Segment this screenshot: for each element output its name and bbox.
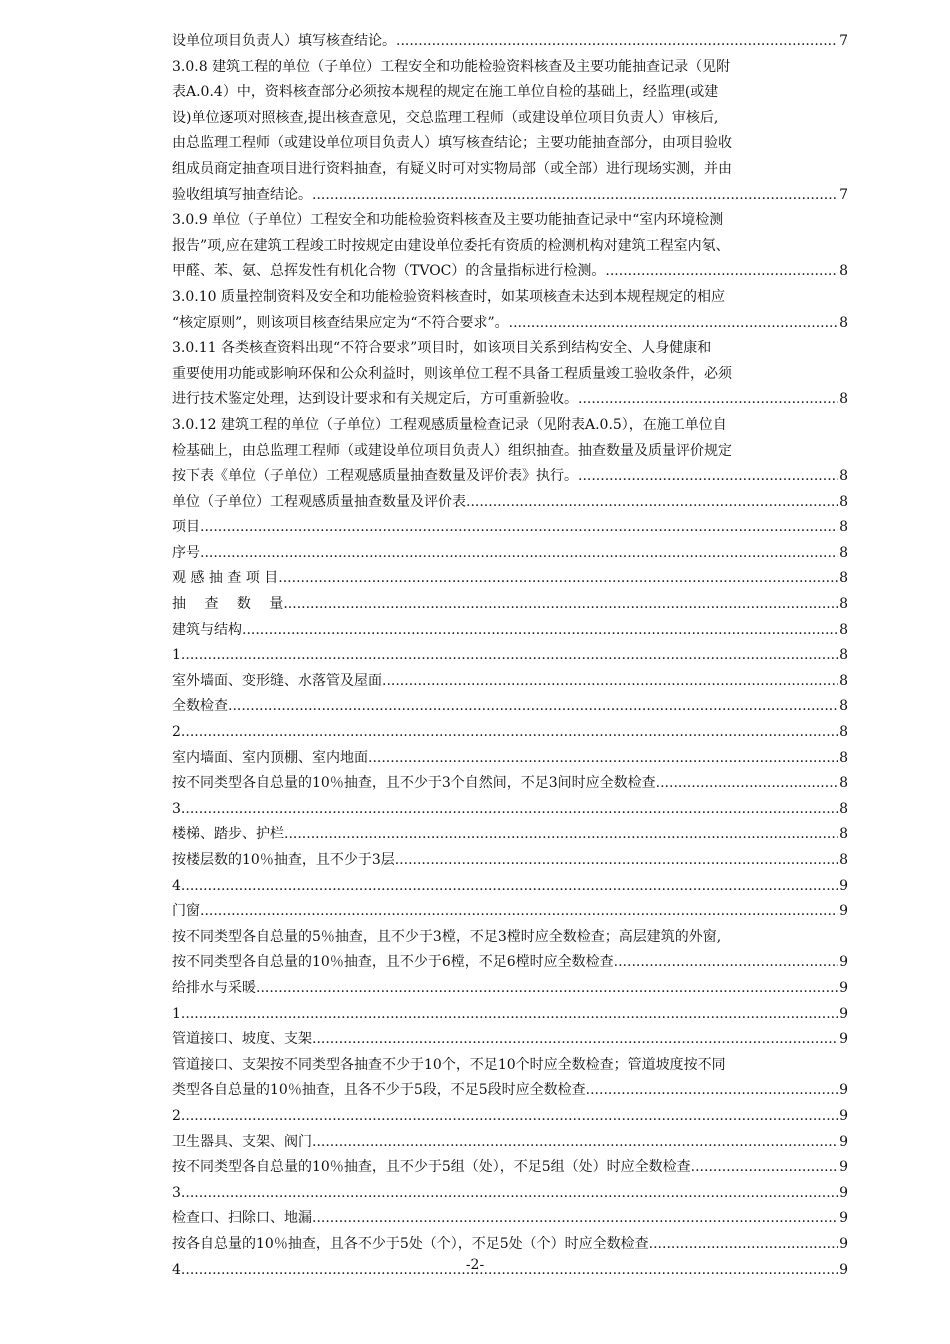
toc-entry-line — [172, 720, 848, 746]
toc-entry[interactable] — [172, 336, 848, 413]
toc-entry-text: 3.0.8 建筑工程的单位（子单位）工程安全和功能检验资料核查及主要功能抽查记录（见附 — [172, 58, 731, 75]
dot-leader — [312, 1130, 838, 1156]
dot-leader — [284, 822, 838, 848]
toc-entry-line — [172, 1027, 848, 1053]
dot-leader — [649, 1232, 838, 1258]
toc-entry-text: 组成员商定抽查项目进行资料抽查，有疑义时可对实物局部（或全部）进行现场实测，并由 — [172, 160, 732, 177]
toc-entry-line — [172, 541, 848, 567]
dot-leader — [578, 387, 838, 413]
dot-leader — [395, 848, 838, 874]
toc-entry-line — [172, 1104, 848, 1130]
toc-page-number: 9 — [839, 1210, 848, 1227]
toc-entry-line — [172, 1232, 848, 1258]
toc-entry-text: 3.0.9 单位（子单位）工程安全和功能检验资料核查及主要功能抽查记录中“室内环境检测 — [172, 212, 724, 229]
toc-entry[interactable] — [172, 1002, 848, 1028]
toc-entry-line — [172, 643, 848, 669]
toc-entry[interactable] — [172, 1104, 848, 1130]
toc-entry[interactable] — [172, 592, 848, 618]
toc-entry-text: 检基础上，由总监理工程师（或建设单位项目负责人）组织抽查。抽查数量及质量评价规定 — [172, 442, 732, 459]
dot-leader — [200, 541, 838, 567]
dot-leader — [614, 950, 838, 976]
toc-entry-line — [172, 1181, 848, 1207]
toc-page-number: 9 — [839, 979, 848, 996]
dot-leader — [396, 29, 838, 55]
toc-entry-text: 按不同类型各自总量的10％抽查，且不少于6樘，不足6樘时应全数检查 — [172, 954, 614, 971]
toc-page-number: 9 — [839, 1235, 848, 1252]
toc-page-number: 8 — [839, 724, 848, 741]
toc-entry-line — [172, 183, 848, 209]
toc-entry-text: 甲醛、苯、氨、总挥发性有机化合物（TVOC）的含量指标进行检测。 — [172, 263, 606, 280]
toc-page-number: 9 — [839, 1082, 848, 1099]
toc-entry-line — [172, 694, 848, 720]
toc-entry-text: 按各自总量的10％抽查，且各不少于5处（个），不足5处（个）时应全数检查 — [172, 1235, 649, 1252]
toc-entry[interactable] — [172, 618, 848, 644]
toc-entry[interactable] — [172, 797, 848, 823]
dot-leader — [181, 720, 838, 746]
toc-entry-text: 设单位项目负责人）填写核查结论。 — [172, 33, 396, 49]
toc-entry-text: 抽 查 数 量 — [172, 596, 284, 613]
toc-page-number: 9 — [839, 1107, 848, 1124]
toc-page-number: 9 — [839, 903, 848, 920]
toc-entry-line — [172, 490, 848, 516]
toc-page-number: 8 — [839, 391, 848, 408]
dot-leader — [312, 1206, 838, 1232]
toc-entry-line — [172, 771, 848, 797]
toc-entry-text: 按楼层数的10％抽查，且不少于3层 — [172, 852, 395, 868]
toc-entry-text: 2 — [172, 1107, 181, 1124]
toc-entry-text: 单位（子单位）工程观感质量抽查数量及评价表 — [172, 493, 466, 510]
toc-entry-line — [172, 1130, 848, 1156]
toc-page-number: 9 — [839, 1031, 848, 1048]
toc-entry[interactable] — [172, 515, 848, 541]
toc-entry[interactable] — [172, 746, 848, 772]
toc-entry-text: 建筑与结构 — [172, 621, 242, 638]
dot-leader — [181, 797, 838, 823]
toc-entry-text: 2 — [172, 724, 181, 741]
toc-entry-text: 进行技术鉴定处理，达到设计要求和有关规定后，方可重新验收。 — [172, 391, 578, 408]
toc-entry-text: 观 感 抽 查 项 目 — [172, 570, 279, 587]
toc-entry-text: 设)单位逐项对照核查,提出核查意见，交总监理工程师（或建设单位项目负责人）审核后, — [172, 109, 719, 126]
toc-page-number: 8 — [839, 775, 848, 792]
toc-entry-text: 按下表《单位（子单位）工程观感质量抽查数量及评价表》执行。 — [172, 468, 578, 485]
toc-entry-text: 报告”项,应在建筑工程竣工时按规定由建设单位委托有资质的检测机构对建筑工程室内氡、 — [172, 237, 730, 254]
toc-page-number: 8 — [839, 544, 848, 561]
toc-entry[interactable] — [172, 285, 848, 336]
toc-entry-text: 由总监理工程师（或建设单位项目负责人）填写核查结论；主要功能抽查部分，由项目验收 — [172, 135, 732, 152]
toc-entry-text: 验收组填写抽查结论。 — [172, 186, 312, 203]
toc-entry-text: 给排水与采暖 — [172, 979, 256, 996]
toc-entry-text: 室内墙面、室内顶棚、室内地面 — [172, 749, 368, 766]
toc-entry[interactable] — [172, 1232, 848, 1258]
dot-leader — [228, 694, 838, 720]
toc-page-number: 7 — [839, 33, 848, 49]
dot-leader — [368, 746, 838, 772]
dot-leader — [181, 1002, 838, 1028]
toc-page-number: 9 — [839, 1184, 848, 1201]
dot-leader — [181, 1104, 838, 1130]
toc-page-number: 8 — [839, 647, 848, 664]
toc-page-number: 8 — [839, 749, 848, 766]
toc-page-number: 9 — [839, 1133, 848, 1150]
toc-page-number: 8 — [839, 852, 848, 868]
toc-entry-line — [172, 950, 848, 976]
toc-page-number: 8 — [839, 621, 848, 638]
toc-entry-line — [172, 1206, 848, 1232]
dot-leader — [278, 566, 838, 592]
toc-entry-line — [172, 464, 848, 490]
dot-leader — [181, 874, 838, 900]
toc-page-number: 9 — [839, 1159, 848, 1176]
toc-entry[interactable] — [172, 208, 848, 285]
dot-leader — [605, 259, 838, 285]
dot-leader — [283, 592, 838, 618]
dot-leader — [242, 618, 838, 644]
toc-entry-text: 3 — [172, 1184, 181, 1201]
toc-entry[interactable] — [172, 899, 848, 925]
toc-page-number: 8 — [839, 698, 848, 715]
toc-entry-line — [172, 259, 848, 285]
page-number: -2- — [465, 1257, 485, 1273]
dot-leader — [312, 183, 838, 209]
toc-entry-line — [172, 976, 848, 1002]
toc-entry-line — [172, 1155, 848, 1181]
dot-leader — [656, 771, 838, 797]
toc-page-number: 8 — [839, 826, 848, 843]
toc-entry[interactable] — [172, 822, 848, 848]
toc-entry-line — [172, 1078, 848, 1104]
toc-entry[interactable] — [172, 490, 848, 516]
toc-entry[interactable] — [172, 413, 848, 490]
toc-entry[interactable] — [172, 1206, 848, 1232]
toc-entry-line — [172, 566, 848, 592]
toc-entry[interactable] — [172, 925, 848, 976]
dot-leader — [382, 669, 838, 695]
dot-leader — [586, 1078, 838, 1104]
dot-leader — [578, 464, 838, 490]
toc-page-number: 8 — [839, 519, 848, 536]
toc-page-number: 9 — [839, 1261, 848, 1278]
toc-entry-text: 3.0.12 建筑工程的单位（子单位）工程观感质量检查记录（见附表A.0.5），在施工单位自 — [172, 416, 727, 433]
toc-entry-text: 按不同类型各自总量的10％抽查，且不少于3个自然间，不足3间时应全数检查 — [172, 775, 656, 792]
toc-entry-text: 3.0.10 质量控制资料及安全和功能检验资料核查时，如某项核查未达到本规程规定的相应 — [172, 288, 725, 305]
toc-entry-text: 1 — [172, 647, 181, 664]
toc-entry[interactable] — [172, 848, 848, 874]
toc-entry-line — [172, 746, 848, 772]
toc-entry-text: 序号 — [172, 544, 200, 561]
toc-entry[interactable] — [172, 694, 848, 720]
toc-entry[interactable] — [172, 1027, 848, 1053]
dot-leader — [256, 976, 838, 1002]
toc-entry-text: “核定原则”，则该项目核查结果应定为“不符合要求”。 — [172, 314, 509, 331]
toc-entry[interactable] — [172, 720, 848, 746]
toc-entry-text: 楼梯、踏步、护栏 — [172, 826, 284, 843]
toc-page-number: 8 — [839, 570, 848, 587]
toc-entry-text: 项目 — [172, 519, 200, 536]
toc-entry[interactable] — [172, 669, 848, 695]
toc-entry[interactable] — [172, 1155, 848, 1181]
toc-entry-line — [172, 797, 848, 823]
toc-entry-text: 表A.0.4）中，资料核查部分必须按本规程的规定在施工单位自检的基础上，经监理(或建 — [172, 84, 719, 101]
toc-entry-text: 按不同类型各自总量的10％抽查，且不少于5组（处），不足5组（处）时应全数检查 — [172, 1159, 691, 1176]
toc-entry-line — [172, 848, 848, 874]
toc-entry-text: 3.0.11 各类核查资料出现“不符合要求”项目时，如该项目关系到结构安全、人身健康和 — [172, 340, 712, 357]
toc-entry-text: 管道接口、坡度、支架 — [172, 1031, 312, 1048]
toc-entry-line — [172, 1002, 848, 1028]
toc-entry-text: 门窗 — [172, 903, 200, 920]
toc-entry-text: 4 — [172, 1261, 181, 1278]
toc-entry[interactable] — [172, 874, 848, 900]
toc-entry[interactable] — [172, 566, 848, 592]
toc-entry[interactable] — [172, 55, 848, 209]
toc-entry-line — [172, 515, 848, 541]
toc-page-number: 9 — [839, 1005, 848, 1022]
toc-page-number: 8 — [839, 493, 848, 510]
toc-entry-text: 4 — [172, 877, 181, 894]
toc-entry[interactable] — [172, 643, 848, 669]
dot-leader — [181, 1181, 838, 1207]
toc-entry-text: 全数检查 — [172, 698, 228, 715]
toc-entry-line — [172, 29, 848, 55]
toc-page-number: 8 — [839, 672, 848, 689]
toc-page-number: 8 — [839, 800, 848, 817]
toc-entry-text: 3 — [172, 800, 181, 817]
toc-entry-text: 按不同类型各自总量的5％抽查，且不少于3樘，不足3樘时应全数检查；高层建筑的外窗, — [172, 928, 722, 945]
dot-leader — [312, 1027, 838, 1053]
toc-entry-line — [172, 618, 848, 644]
toc-page-number: 8 — [839, 314, 848, 331]
toc-entry-line — [172, 669, 848, 695]
dot-leader — [691, 1155, 838, 1181]
toc-entry-line — [172, 899, 848, 925]
dot-leader — [509, 311, 838, 337]
toc-entry-text: 类型各自总量的10％抽查，且各不少于5段，不足5段时应全数检查 — [172, 1082, 586, 1099]
toc-page-number: 9 — [839, 954, 848, 971]
toc-entry[interactable] — [172, 1181, 848, 1207]
toc-page-number: 9 — [839, 877, 848, 894]
dot-leader — [181, 643, 838, 669]
toc-entry-text: 室外墙面、变形缝、水落管及屋面 — [172, 672, 382, 689]
toc-page-number: 8 — [839, 596, 848, 613]
toc-entry-text: 1 — [172, 1005, 181, 1022]
toc-page-number: 8 — [839, 263, 848, 280]
toc-entry-line — [172, 592, 848, 618]
table-of-contents — [172, 29, 848, 1283]
toc-page-number: 8 — [839, 468, 848, 485]
toc-entry-text: 卫生器具、支架、阀门 — [172, 1133, 312, 1150]
toc-entry[interactable] — [172, 29, 848, 55]
dot-leader — [200, 899, 838, 925]
dot-leader — [200, 515, 838, 541]
toc-entry-line — [172, 387, 848, 413]
toc-page-number: 7 — [839, 186, 848, 203]
toc-entry-text: 管道接口、支架按不同类型各抽查不少于10个，不足10个时应全数检查；管道坡度按不同 — [172, 1056, 726, 1073]
toc-entry[interactable] — [172, 771, 848, 797]
toc-entry[interactable] — [172, 1130, 848, 1156]
toc-entry-text: 检查口、扫除口、地漏 — [172, 1210, 312, 1227]
toc-entry[interactable] — [172, 541, 848, 567]
toc-entry[interactable] — [172, 1053, 848, 1104]
toc-entry-line — [172, 311, 848, 337]
toc-entry-text: 重要使用功能或影响环保和公众利益时，则该单位工程不具备工程质量竣工验收条件，必须 — [172, 365, 732, 382]
toc-entry[interactable] — [172, 976, 848, 1002]
toc-entry-line — [172, 822, 848, 848]
dot-leader — [466, 490, 838, 516]
toc-entry-line — [172, 874, 848, 900]
